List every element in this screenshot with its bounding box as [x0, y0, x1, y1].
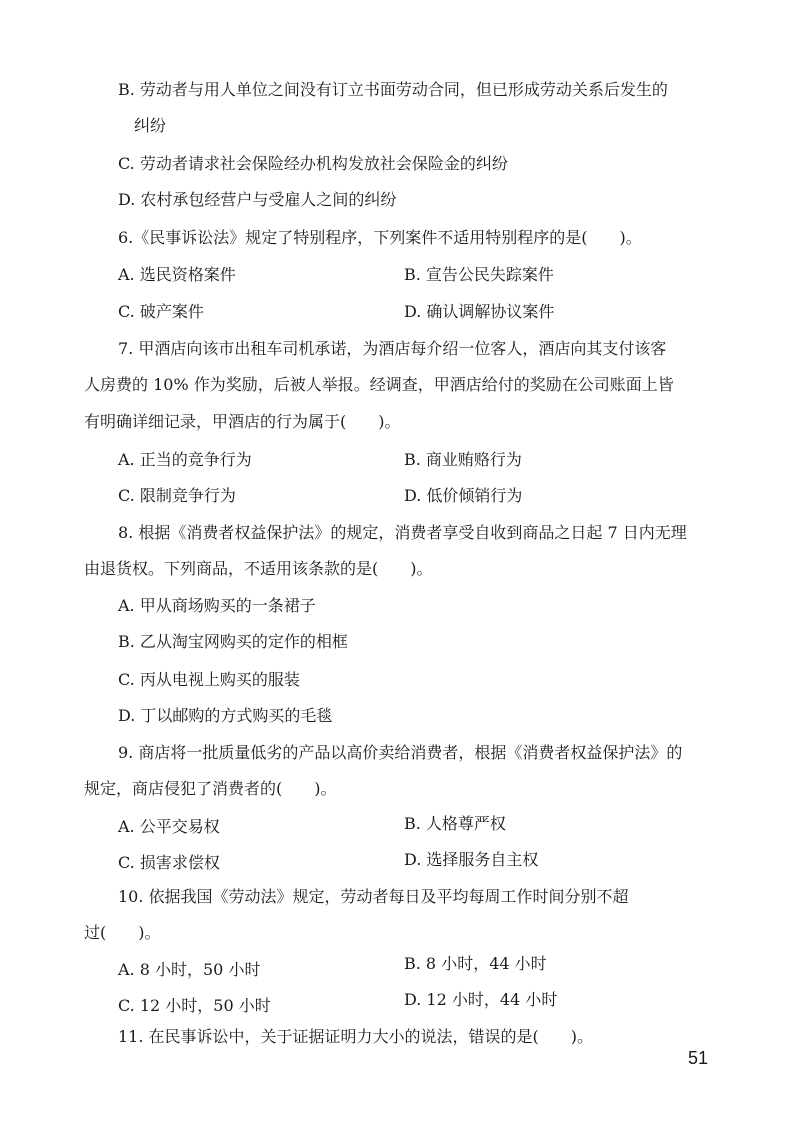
q8-question-line2: 由退货权。下列商品，不适用该条款的是( )。	[84, 559, 433, 578]
q6-option-a: A. 选民资格案件	[118, 265, 236, 284]
q7-question-line2: 人房费的 10% 作为奖励，后被人举报。经调查，甲酒店给付的奖励在公司账面上皆	[84, 375, 674, 394]
q5-option-d: D. 农村承包经营户与受雇人之间的纠纷	[118, 190, 397, 209]
q9-option-c: C. 损害求偿权	[118, 853, 220, 872]
q6-question: 6.《民事诉讼法》规定了特别程序，下列案件不适用特别程序的是( )。	[118, 228, 642, 247]
q10-option-b: B. 8 小时，44 小时	[404, 954, 547, 973]
q10-option-a: A. 8 小时，50 小时	[118, 960, 261, 979]
q8-option-a: A. 甲从商场购买的一条裙子	[118, 596, 316, 615]
q9-question-line2: 规定，商店侵犯了消费者的( )。	[84, 779, 337, 798]
q7-question-line3: 有明确详细记录，甲酒店的行为属于( )。	[84, 412, 401, 431]
q9-option-d: D. 选择服务自主权	[404, 850, 539, 869]
q8-option-d: D. 丁以邮购的方式购买的毛毯	[118, 706, 333, 725]
q7-option-a: A. 正当的竞争行为	[118, 450, 252, 469]
q5-option-c: C. 劳动者请求社会保险经办机构发放社会保险金的纠纷	[118, 154, 508, 173]
q5-option-b-line2: 纠纷	[134, 116, 167, 135]
q7-option-c: C. 限制竞争行为	[118, 486, 236, 505]
q10-option-d: D. 12 小时，44 小时	[404, 990, 558, 1009]
q10-question-line2: 过( )。	[84, 923, 161, 942]
q8-option-b: B. 乙从淘宝网购买的定作的相框	[118, 632, 348, 651]
q11-question: 11. 在民事诉讼中，关于证据证明力大小的说法，错误的是( )。	[118, 1027, 594, 1046]
q9-option-b: B. 人格尊严权	[404, 814, 506, 833]
page-number: 51	[688, 1048, 709, 1068]
q10-question-line1: 10. 依据我国《劳动法》规定，劳动者每日及平均每周工作时间分别不超	[118, 887, 629, 906]
q10-option-c: C. 12 小时，50 小时	[118, 996, 271, 1015]
q6-option-d: D. 确认调解协议案件	[404, 302, 555, 321]
q7-option-b: B. 商业贿赂行为	[404, 450, 522, 469]
q7-option-d: D. 低价倾销行为	[404, 486, 523, 505]
q9-question-line1: 9. 商店将一批质量低劣的产品以高价卖给消费者，根据《消费者权益保护法》的	[118, 743, 683, 762]
q6-option-b: B. 宣告公民失踪案件	[404, 265, 554, 284]
q8-option-c: C. 丙从电视上购买的服装	[118, 670, 300, 689]
q5-option-b-line1: B. 劳动者与用人单位之间没有订立书面劳动合同，但已形成劳动关系后发生的	[118, 80, 668, 99]
q7-question-line1: 7. 甲酒店向该市出租车司机承诺，为酒店每介绍一位客人，酒店向其支付该客	[118, 339, 667, 358]
q6-option-c: C. 破产案件	[118, 302, 204, 321]
q8-question-line1: 8. 根据《消费者权益保护法》的规定，消费者享受自收到商品之日起 7 日内无理	[118, 523, 687, 542]
q9-option-a: A. 公平交易权	[118, 817, 220, 836]
